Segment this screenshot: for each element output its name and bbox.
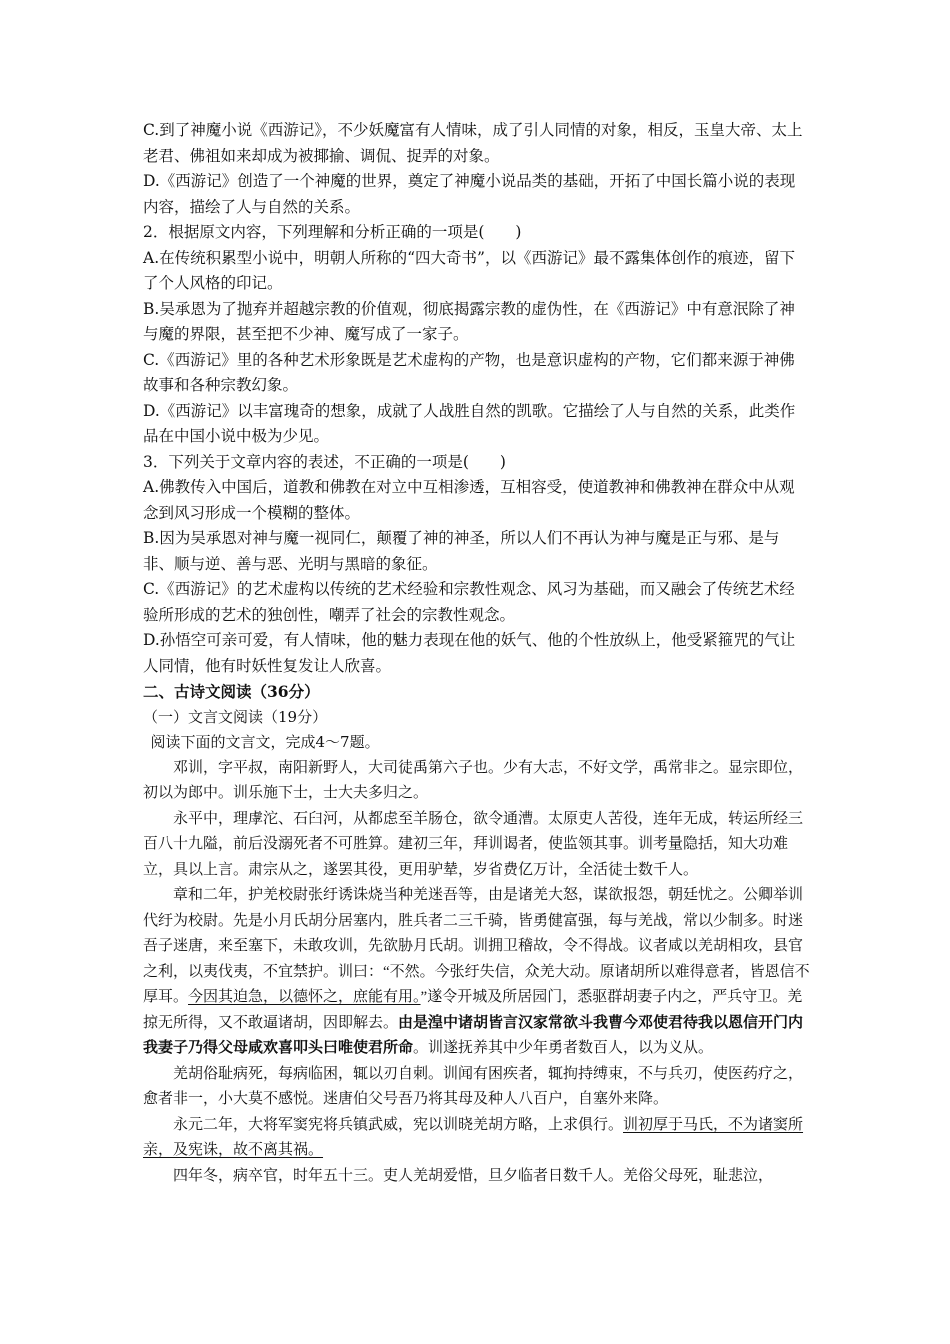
q2-stem: 2．根据原文内容，下列理解和分析正确的一项是( ): [143, 223, 522, 241]
underlined-sentence-2: 训初厚于马氏，不为诸窦所亲，及宪诛，故不离其祸。: [143, 1116, 804, 1158]
passage-paragraph-6: 四年冬，病卒官，时年五十三。吏人羌胡爱惜，旦夕临者日数千人。羌俗父母死，耻悲泣，: [173, 1167, 774, 1184]
q2-option-d: D.《西游记》以丰富瑰奇的想象，成就了人战胜自然的凯歌。它描绘了人与自然的关系，此类作品在中国小说中极为少见。: [143, 401, 796, 445]
passage-paragraph-2: 永平中，理虖沱、石臼河，从都虑至羊肠仓，欲令通漕。太原吏人苦役，连年无成，转运所经三百八十九隘，前后没溺死者不可胜算。建初三年，拜训谒者，使监领其事。训考量隐括，知大功难立，具以上言。肃宗从之，遂罢其役，更用驴辇，岁省费亿万计，全活徒士数千人。: [143, 810, 804, 878]
q3-stem: 3．下列关于文章内容的表述，不正确的一项是( ): [143, 452, 506, 471]
passage-p3-text-c: 。训遂抚养其中少年勇者数百人，以为义从。: [413, 1040, 714, 1056]
q2-option-a: A.在传统积累型小说中，明朝人所称的“四大奇书”，以《西游记》最不露集体创作的痕迹，留下了个人风格的印记。: [143, 248, 795, 292]
instruction: 阅读下面的文言文，完成4～7题。: [150, 733, 380, 751]
q2-option-c: C.《西游记》里的各种艺术形象既是艺术虚构的产物，也是意识虚构的产物，它们都来源于神佛故事和各种宗教幻象。: [143, 350, 795, 394]
passage-paragraph-1: 邓训，字平叔，南阳新野人，大司徒禹第六子也。少有大志，不好文学，禹常非之。显宗即位，初以为郎中。训乐施下士，士大夫多归之。: [143, 759, 804, 801]
passage-paragraph-5: [143, 1113, 810, 1164]
subsection-title: （一）文言文阅读（19分）: [143, 707, 328, 726]
passage-p3-text-b: ”遂令开城及所居园门，悉驱群胡妻子内之，严兵守卫。羌掠无所得，又不敢逼诸胡，因即解去。: [143, 989, 803, 1031]
passage-p5-text-a: 永元二年，大将军窦宪将兵镇武威，宪以训晓羌胡方略，上求俱行。: [173, 1116, 624, 1133]
q3-option-a: A.佛教传入中国后，道教和佛教在对立中互相渗透，互相容受，使道教神和佛教神在群众中从观念到风习形成一个模糊的整体。: [143, 478, 795, 522]
underlined-sentence-1: 今因其迫急，以德怀之，庶能有用。: [188, 989, 421, 1005]
q3-option-c: C.《西游记》的艺术虚构以传统的艺术经验和宗教性观念、风习为基础，而又融会了传统艺术经验所形成的艺术的独创性，嘲弄了社会的宗教性观念。: [143, 580, 795, 624]
section-title: 二、古诗文阅读（36分）: [143, 682, 320, 701]
passage-p3-text-a: 章和二年，护羌校尉张纡诱诛烧当种羌迷吾等，由是诸羌大怒，谋欲报怨，朝廷忧之。公卿举训代纡为校尉。先是小月氏胡分居塞内，胜兵者二三千骑，皆勇健富强，每与羌战，常以少制多。时迷吾子迷唐，来至塞下，未敢攻训，先欲胁月氏胡。训拥卫稽故，令不得战。议者咸以羌胡相攻，县官之利，以夷伐夷，不宜禁护。训曰：“不然。今张纡失信，众羌大动。原诸胡所以难得意者，皆恩信不厚耳。: [143, 887, 810, 1005]
q3-option-b: B.因为吴承恩对神与魔一视同仁，颠覆了神的神圣，所以人们不再认为神与魔是正与邪、是与非、顺与逆、善与恶、光明与黑暗的象征。: [143, 529, 780, 573]
bold-unpunctuated-sentence: 由是湟中诸胡皆言汉家常欲斗我曹今邓使君待我以恩信开门内我妻子乃得父母咸欢喜叩头曰唯使君所命: [143, 1014, 804, 1056]
q1-option-d: D.《西游记》创造了一个神魔的世界，奠定了神魔小说品类的基础，开拓了中国长篇小说的表现内容，描绘了人与自然的关系。: [143, 172, 796, 216]
q1-option-c: C.到了神魔小说《西游记》，不少妖魔富有人情味，成了引人同情的对象，相反，玉皇大帝、太上老君、佛祖如来却成为被揶揄、调侃、捉弄的对象。: [143, 121, 803, 165]
passage-paragraph-3: [143, 883, 810, 1062]
passage-paragraph-4: 羌胡俗耻病死，每病临困，辄以刃自刺。训闻有困疾者，辄拘持缚束，不与兵刃，使医药疗之，愈者非一，小大莫不感悦。迷唐伯父号吾乃将其母及种人八百户，自塞外来降。: [143, 1065, 804, 1107]
q2-option-b: B.吴承恩为了抛弃并超越宗教的价值观，彻底揭露宗教的虚伪性，在《西游记》中有意泯除了神与魔的界限，甚至把不少神、魔写成了一家子。: [143, 299, 795, 343]
q3-option-d: D.孙悟空可亲可爱，有人情味，他的魅力表现在他的妖气、他的个性放纵上，他受紧箍咒的气让人同情，他有时妖性复发让人欣喜。: [143, 631, 796, 675]
